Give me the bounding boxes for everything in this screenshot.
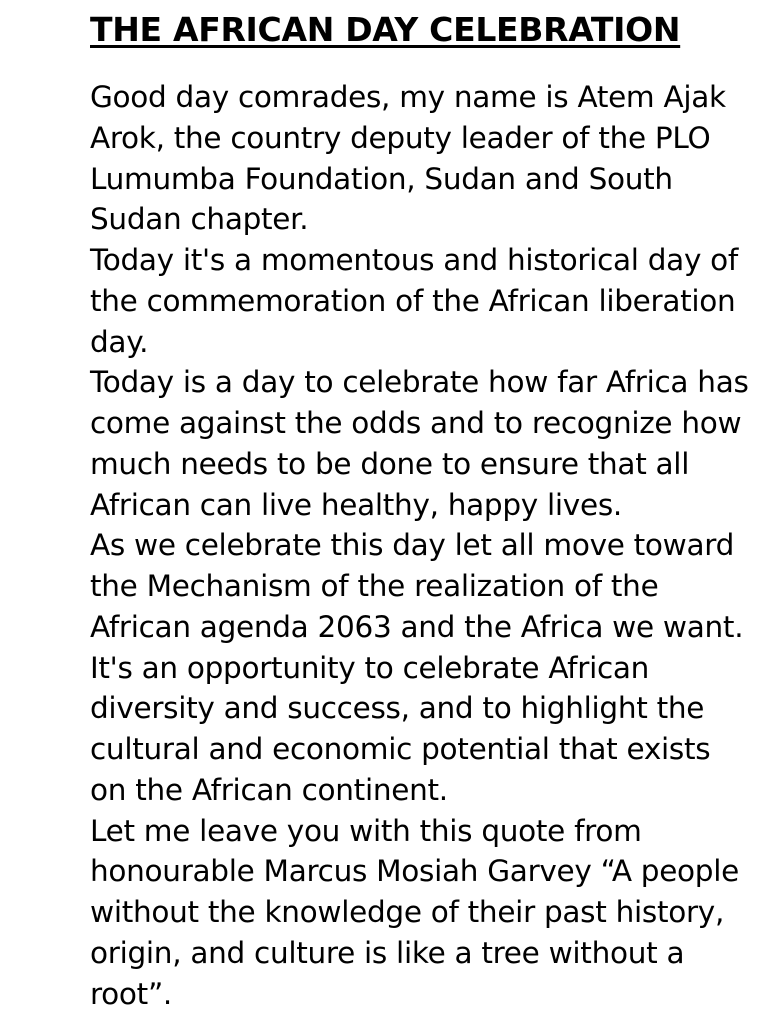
paragraph-liberation-day: Today it's a momentous and historical day of the commemoration of the African liberation day. — [90, 243, 739, 359]
paragraph-agenda-2063: As we celebrate this day let all move toward the Mechanism of the realization of the African agenda 2063 and the Africa we want. It's an opportunity to celebrate African diversity and success, and to highlight the cultural and economic potential that exists on the African continent. — [90, 528, 744, 807]
document-body — [90, 77, 750, 1014]
paragraph-introduction: Good day comrades, my name is Atem Ajak Arok, the country deputy leader of the PLO Lumumba Foundation, Sudan and South Sudan chapter. — [90, 80, 726, 237]
paragraph-garvey-quote: Let me leave you with this quote from honourable Marcus Mosiah Garvey “A people without the knowledge of their past history, origin, and culture is like a tree without a root”. — [90, 813, 739, 1011]
paragraph-celebration: Today is a day to celebrate how far Africa has come against the odds and to recognize how much needs to be done to ensure that all African can live healthy, happy lives. — [90, 365, 749, 522]
document-title: THE AFRICAN DAY CELEBRATION — [90, 10, 681, 49]
